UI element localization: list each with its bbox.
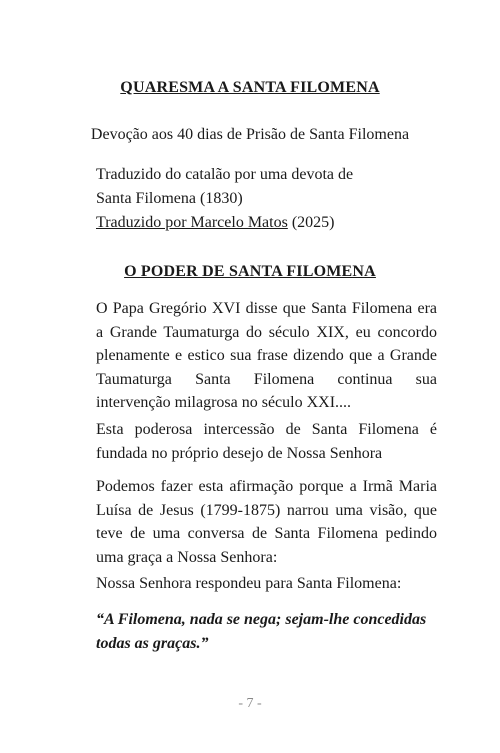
paragraph-4: Nossa Senhora respondeu para Santa Filomena: — [96, 575, 402, 592]
translation-credits — [96, 163, 426, 235]
document-subtitle: Devoção aos 40 dias de Prisão de Santa Filomena — [90, 126, 410, 143]
credits-line-3 — [96, 211, 426, 235]
credits-line-1: Traduzido do catalão por uma devota de — [96, 166, 354, 183]
paragraph-2: Esta poderosa intercessão de Santa Filomena é fundada no próprio desejo de Nossa Senhora — [96, 421, 437, 462]
section-title: O PODER DE SANTA FILOMENA — [124, 263, 376, 280]
paragraph-3: Podemos fazer esta afirmação porque a Irmã Maria Luísa de Jesus (1799-1875) narrou uma visão, que teve de uma conversa de Santa Filomena pedindo uma graça a Nossa Senhora: — [96, 478, 437, 566]
quote-text: “A Filomena, nada se nega; sejam-lhe concedidas todas as graças.” — [96, 611, 427, 652]
credits-line-2: Santa Filomena (1830) — [96, 190, 243, 207]
document-title: QUARESMA A SANTA FILOMENA — [120, 79, 380, 96]
translation-year: (2025) — [287, 214, 335, 231]
translator-credit: Traduzido por Marcelo Matos — [96, 214, 288, 231]
paragraph-1: O Papa Gregório XVI disse que Santa Filomena era a Grande Taumaturga do século XIX, eu concordo plenamente e estico sua frase dizendo que a Grande Taumaturga Santa Filomena continua sua intervenção milagrosa no século XXI.... — [96, 300, 437, 411]
page-number: - 7 - — [238, 696, 262, 711]
